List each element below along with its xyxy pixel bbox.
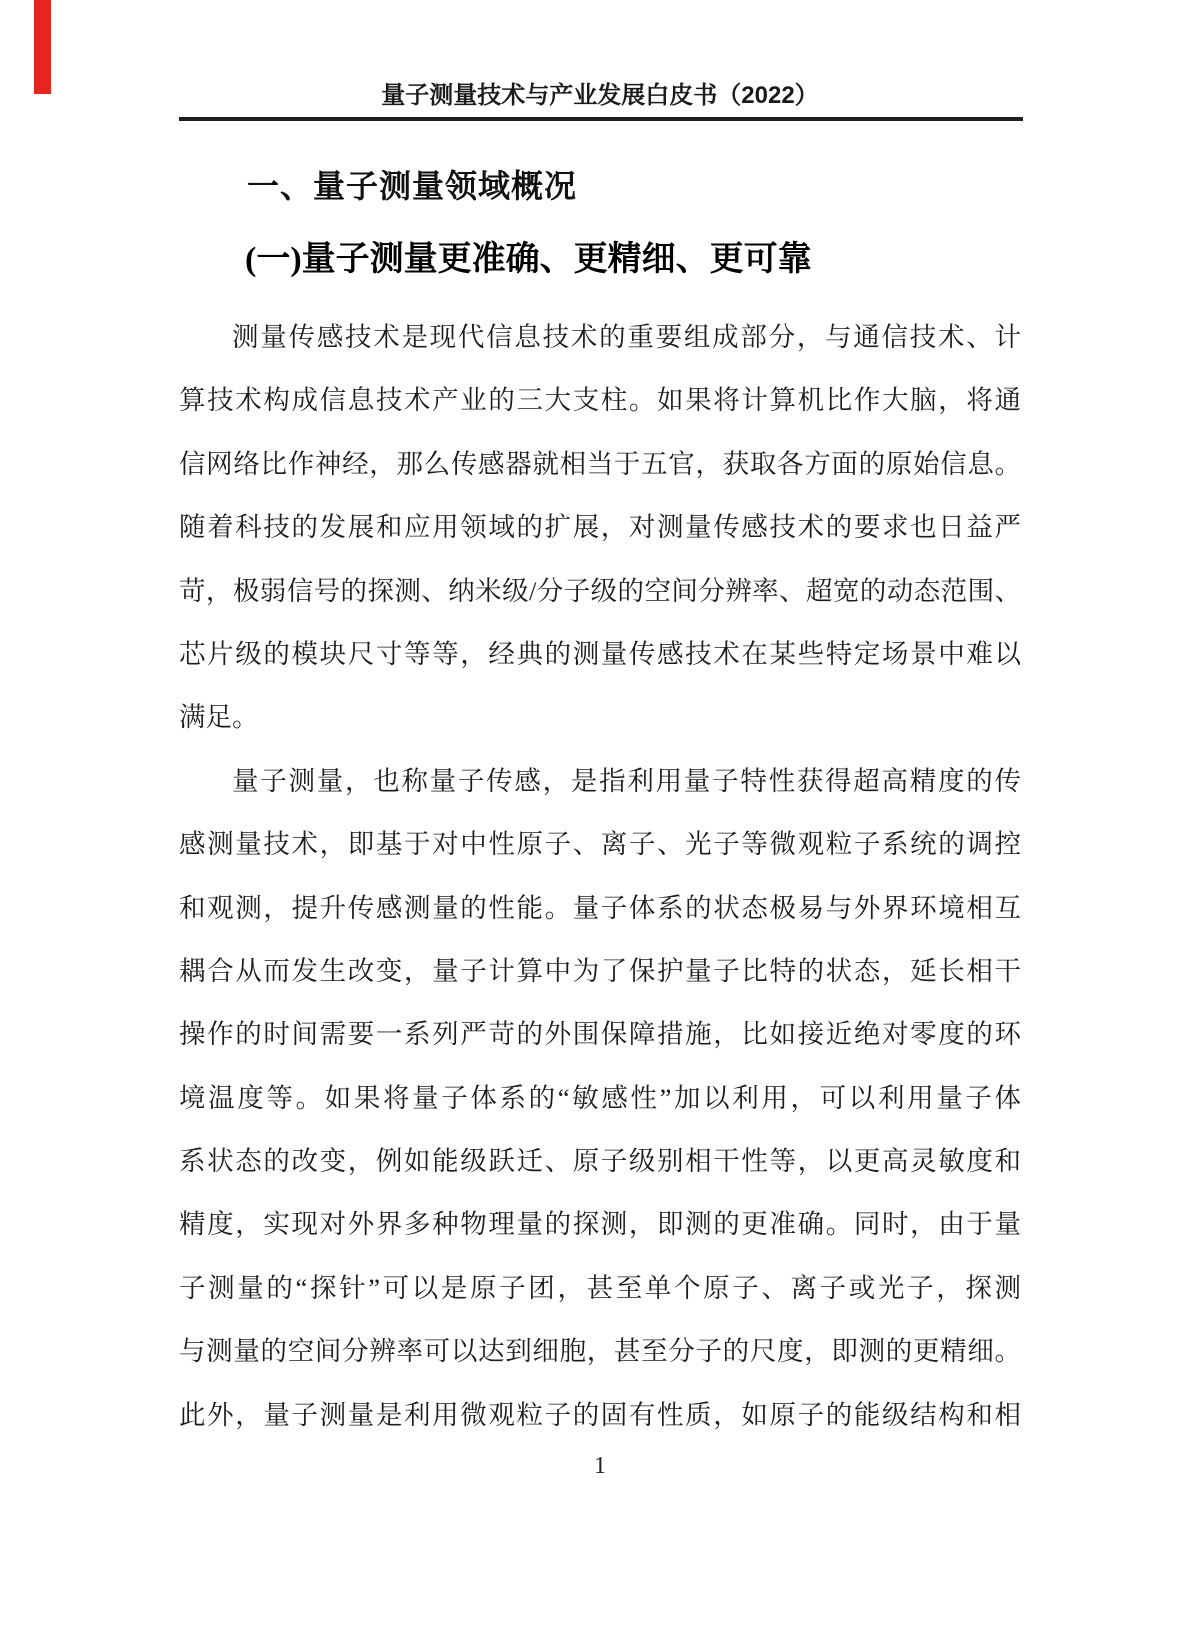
page-number: 1 [594, 1453, 606, 1479]
body-text [179, 306, 1021, 1447]
body-line: 测量传感技术是现代信息技术的重要组成部分，与通信技术、计 [232, 322, 1021, 352]
body-line: 芯片级的模块尺寸等等，经典的测量传感技术在某些特定场景中难以 [179, 638, 1021, 669]
subsection-heading: (一)量子测量更准确、更精细、更可靠 [245, 241, 812, 278]
paragraph-1 [179, 306, 1021, 750]
body-line: 与测量的空间分辨率可以达到细胞，甚至分子的尺度，即测的更精细。 [179, 1336, 1021, 1367]
red-accent-bar [34, 0, 51, 94]
body-line: 操作的时间需要一系列严苛的外围保障措施，比如接近绝对零度的环 [179, 1019, 1021, 1050]
body-line: 量子测量，也称量子传感，是指利用量子特性获得超高精度的传 [232, 765, 1021, 796]
body-line: 子测量的“探针”可以是原子团，甚至单个原子、离子或光子，探测 [179, 1272, 1021, 1303]
body-line: 境温度等。如果将量子体系的“敏感性”加以利用，可以利用量子体 [179, 1082, 1021, 1113]
body-line: 苛，极弱信号的探测、纳米级/分子级的空间分辨率、超宽的动态范围、 [179, 575, 1021, 606]
paragraph-2 [179, 750, 1021, 1447]
body-line: 感测量技术，即基于对中性原子、离子、光子等微观粒子系统的调控 [179, 829, 1021, 860]
body-line: 随着科技的发展和应用领域的扩展，对测量传感技术的要求也日益严 [179, 512, 1021, 543]
body-line: 满足。 [179, 702, 259, 733]
header-divider-rule [179, 117, 1023, 121]
running-header-title: 量子测量技术与产业发展白皮书（2022） [381, 82, 819, 109]
body-line: 耦合从而发生改变，量子计算中为了保护量子比特的状态，延长相干 [179, 955, 1021, 986]
body-line: 算技术构成信息技术产业的三大支柱。如果将计算机比作大脑，将通 [179, 385, 1021, 416]
body-line: 信网络比作神经，那么传感器就相当于五官，获取各方面的原始信息。 [179, 448, 1021, 479]
body-line: 和观测，提升传感测量的性能。量子体系的状态极易与外界环境相互 [179, 892, 1021, 923]
section-heading: 一、量子测量领域概况 [247, 168, 578, 204]
body-line: 系状态的改变，例如能级跃迁、原子级别相干性等，以更高灵敏度和 [179, 1146, 1021, 1177]
body-line: 此外，量子测量是利用微观粒子的固有性质，如原子的能级结构和相 [179, 1399, 1021, 1430]
body-line: 精度，实现对外界多种物理量的探测，即测的更准确。同时，由于量 [179, 1209, 1021, 1240]
